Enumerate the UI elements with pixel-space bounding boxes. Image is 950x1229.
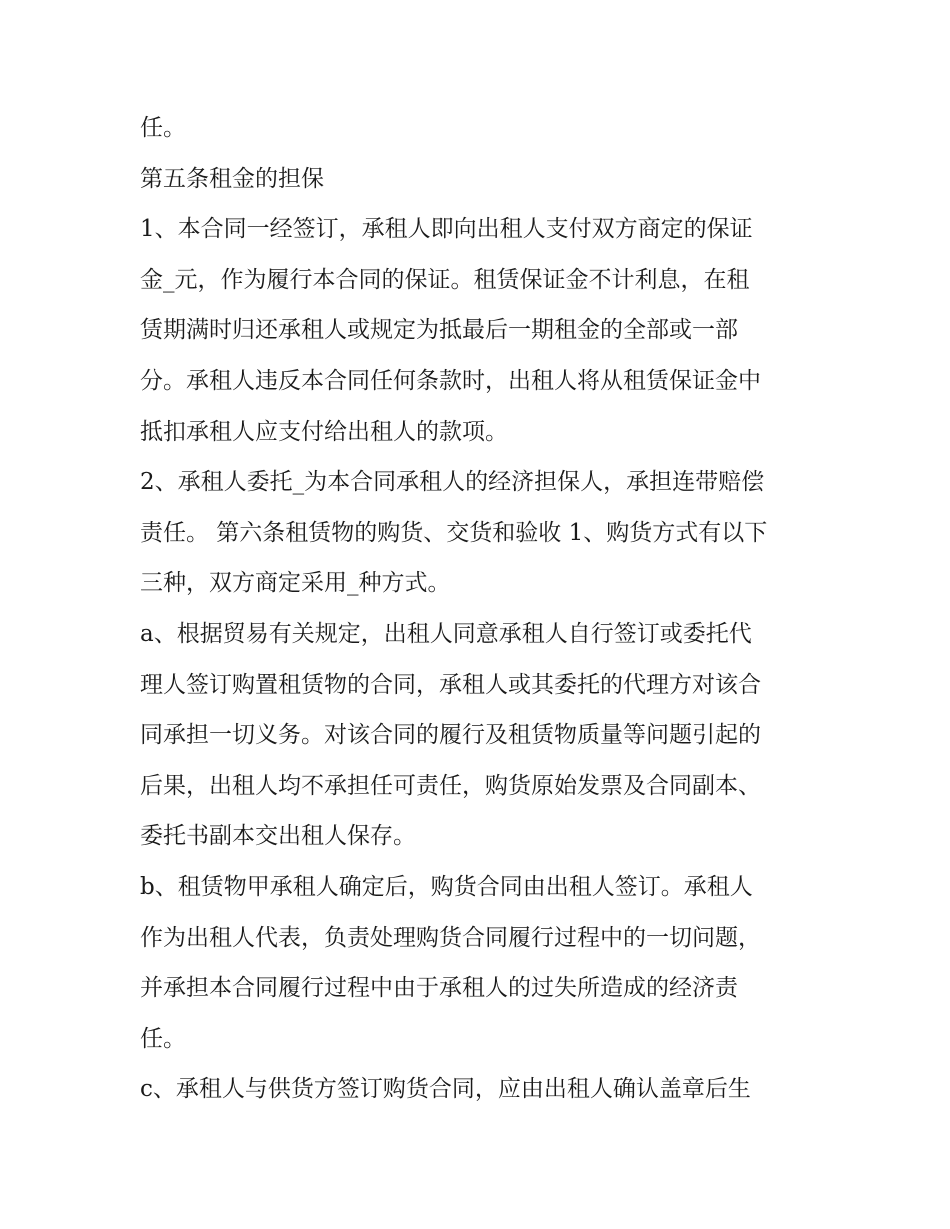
text-line: 作为出租人代表，负责处理购货合同履行过程中的一切问题， <box>140 924 761 951</box>
section-heading: 第五条租金的担保 <box>140 165 324 192</box>
text-line: 责任。 第六条租赁物的购货、交货和验收 1、购货方式有以下 <box>140 519 768 546</box>
text-line: c、承租人与供货方签订购货合同，应由出租人确认盖章后生 <box>140 1076 751 1103</box>
text-line: 赁期满时归还承租人或规定为抵最后一期租金的全部或一部 <box>140 317 738 344</box>
text-line: 2、承租人委托_为本合同承租人的经济担保人，承担连带赔偿 <box>140 469 765 496</box>
text-line: 理人签订购置租赁物的合同，承租人或其委托的代理方对该合 <box>140 671 761 698</box>
text-line: 并承担本合同履行过程中由于承租人的过失所造成的经济责 <box>140 975 738 1002</box>
text-line: 三种，双方商定采用_种方式。 <box>140 570 451 597</box>
text-line: 任。 <box>140 1025 186 1052</box>
text-line: 同承担一切义务。对该合同的履行及租赁物质量等问题引起的 <box>140 722 761 749</box>
text-line: 1、本合同一经签订，承租人即向出租人支付双方商定的保证 <box>140 216 753 243</box>
text-line: 委托书副本交出租人保存。 <box>140 823 416 850</box>
text-line: 抵扣承租人应支付给出租人的款项。 <box>140 418 508 445</box>
document-body <box>140 103 820 1115</box>
text-line: a、根据贸易有关规定，出租人同意承租人自行签订或委托代 <box>140 620 752 647</box>
text-line: b、租赁物甲承租人确定后，购货合同由出租人签订。承租人 <box>140 873 753 900</box>
text-line: 后果，出租人均不承担任可责任，购货原始发票及合同副本、 <box>140 772 761 799</box>
text-line: 金_元，作为履行本合同的保证。租赁保证金不计利息，在租 <box>140 266 750 293</box>
text-line: 任。 <box>140 115 186 141</box>
text-line: 分。承租人违反本合同任何条款时，出租人将从租赁保证金中 <box>140 367 761 394</box>
